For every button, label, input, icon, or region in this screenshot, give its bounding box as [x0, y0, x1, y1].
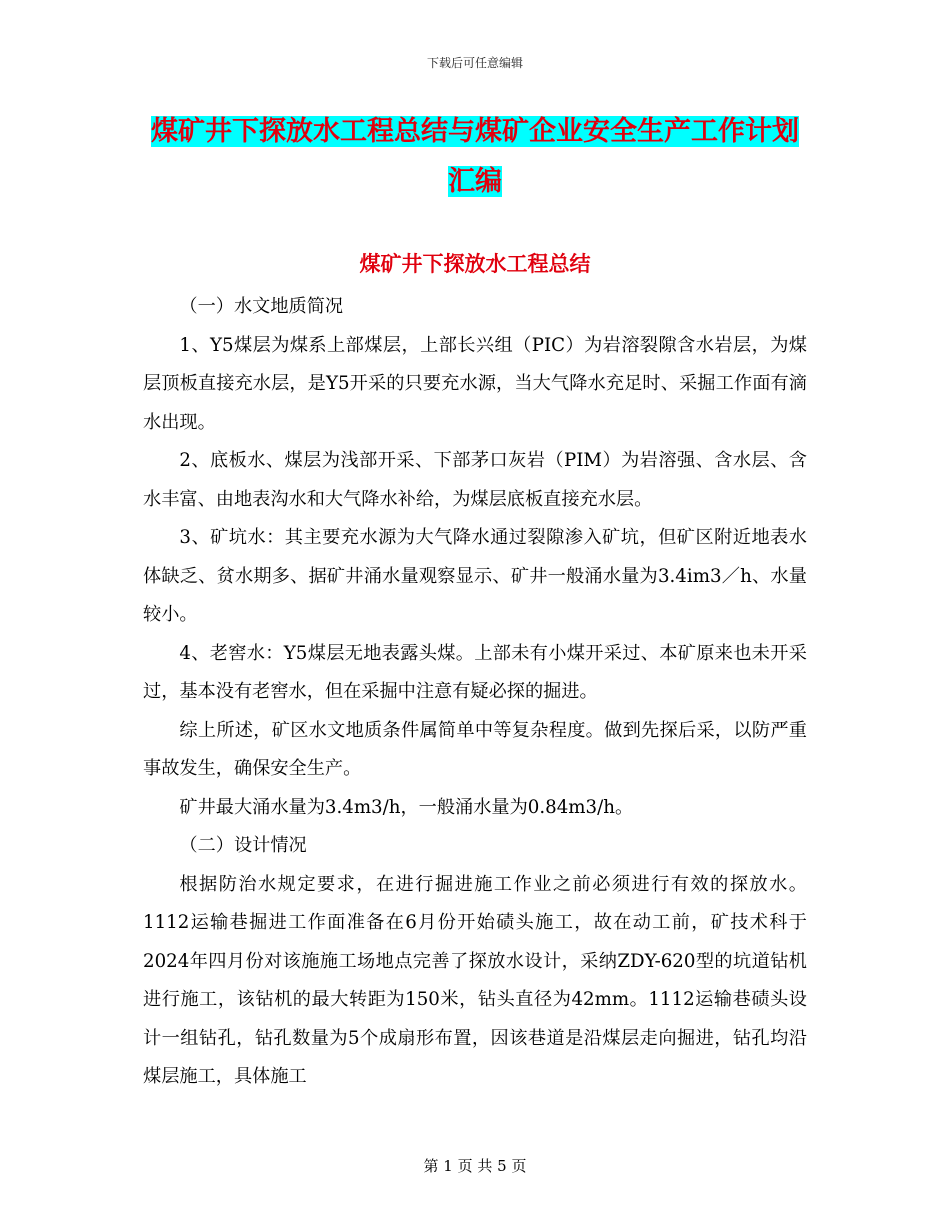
paragraph-item-3: 3、矿坑水：其主要充水源为大气降水通过裂隙渗入矿坑，但矿区附近地表水体缺乏、贫水期多、据矿井涌水量观察显示、矿井一般涌水量为3.4im3／h、水量较小。 [143, 527, 807, 625]
document-title-text: 煤矿井下探放水工程总结与煤矿企业安全生产工作计划汇编 [151, 116, 799, 197]
paragraph-item-4: 4、老窖水：Y5煤层无地表露头煤。上部未有小煤开采过、本矿原来也未开采过，基本没有老窖水，但在采掘中注意有疑必探的掘进。 [143, 642, 807, 702]
page-header-note: 下载后可任意编辑 [426, 56, 523, 70]
paragraph-heading-hydrogeology: （一）水文地质简况 [179, 296, 344, 317]
document-title [143, 107, 807, 207]
paragraph-heading-design: （二）设计情况 [179, 835, 307, 856]
paragraph-item-1: 1、Y5煤层为煤系上部煤层，上部长兴组（PIC）为岩溶裂隙含水岩层，为煤层顶板直接充水层，是Y5开采的只要充水源，当大气降水充足时、采掘工作面有滴水出现。 [143, 334, 807, 433]
paragraph-design-details: 根据防治水规定要求，在进行掘进施工作业之前必须进行有效的探放水。1112运输巷掘进工作面准备在6月份开始碛头施工，故在动工前，矿技术科于2024年四月份对该施施工场地点完善了探放水设计，采纳ZDY-620型的坑道钻机进行施工，该钻机的最大转距为150米，钻头直径为42mm。1112运输巷碛头设计一组钻孔，钻孔数量为5个成扇形布置，因该巷道是沿煤层走向掘进，钻孔均沿煤层施工，具体施工 [143, 873, 807, 1087]
page-number-footer: 第 1 页 共 5 页 [423, 1157, 527, 1175]
document-body [143, 288, 807, 1097]
paragraph-item-2: 2、底板水、煤层为浅部开采、下部茅口灰岩（PIM）为岩溶强、含水层、含水丰富、由地表沟水和大气降水补给，为煤层底板直接充水层。 [143, 450, 807, 510]
section-title: 煤矿井下探放水工程总结 [359, 252, 591, 276]
paragraph-summary: 综上所述，矿区水文地质条件属简单中等复杂程度。做到先探后采，以防严重事故发生，确保安全生产。 [143, 719, 807, 779]
paragraph-water-inflow: 矿井最大涌水量为3.4m3/h，一般涌水量为0.84m3/h。 [179, 796, 634, 818]
